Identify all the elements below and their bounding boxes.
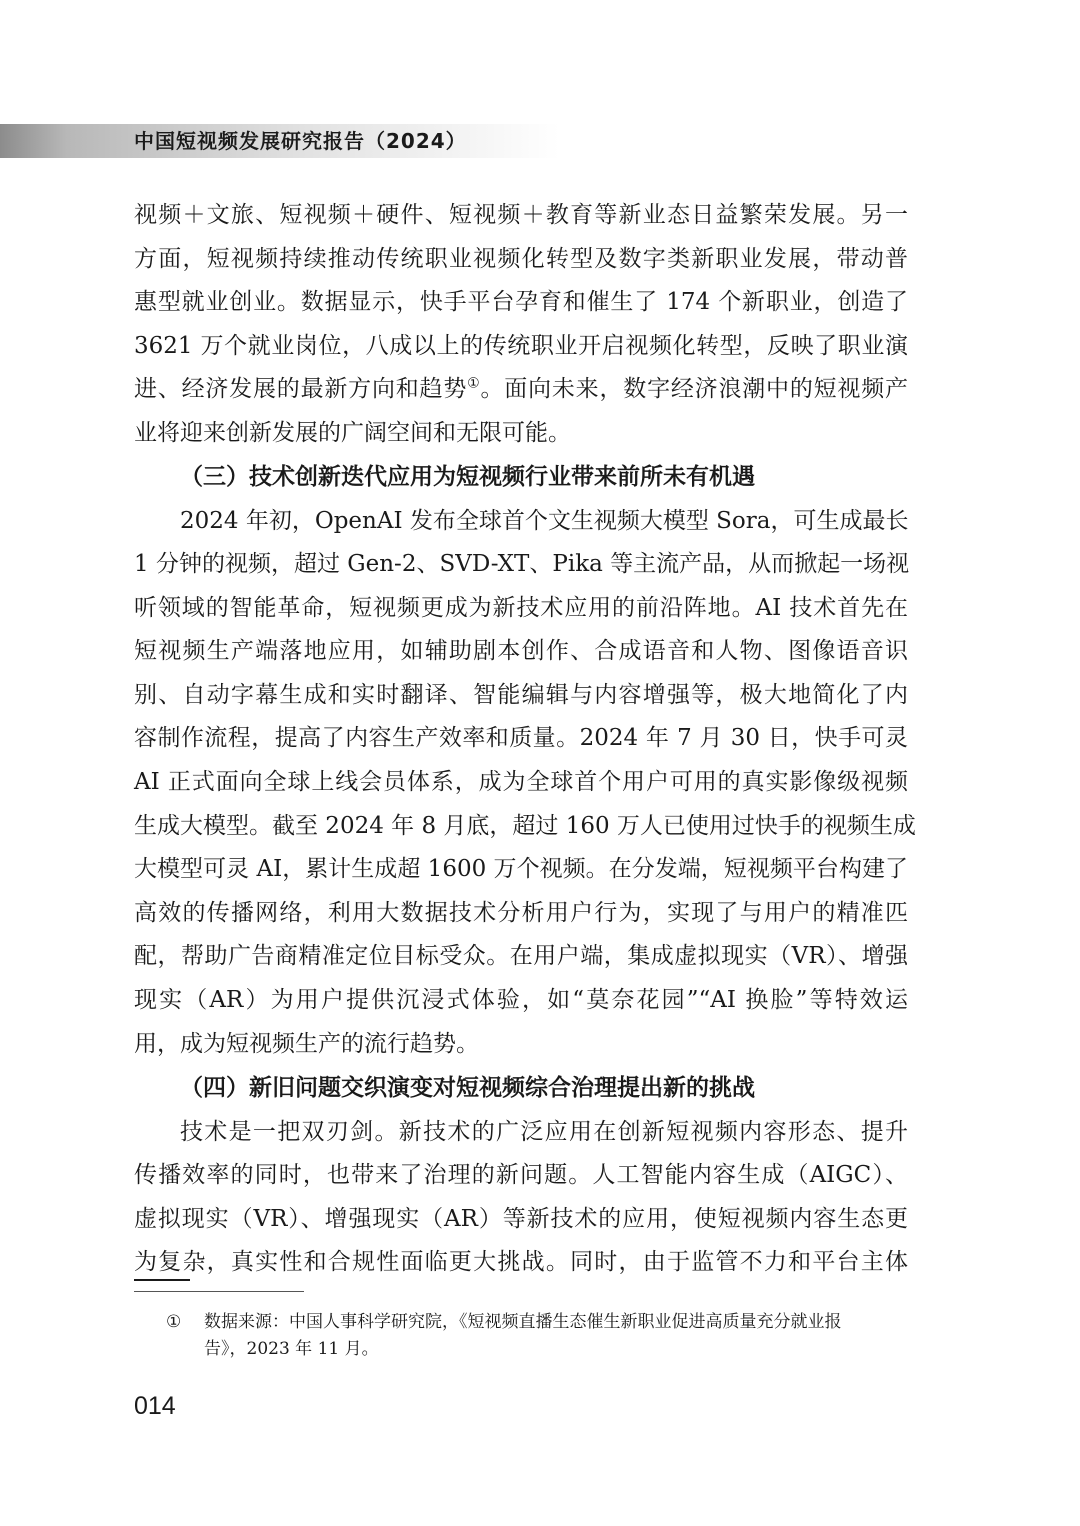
running-header-title: 中国短视频发展研究报告（2024） [134, 129, 467, 153]
body-line: 现实（AR）为用户提供沉浸式体验，如“莫奈花园”“AI 换脸”等特效运 [134, 987, 908, 1013]
body-line: 虚拟现实（VR）、增强现实（AR）等新技术的应用，使短视频内容生态更 [134, 1206, 908, 1232]
body-line: 方面，短视频持续推动传统职业视频化转型及数字类新职业发展，带动普 [134, 246, 908, 272]
body-line: 别、自动字幕生成和实时翻译、智能编辑与内容增强等，极大地简化了内 [134, 682, 908, 708]
body-line: 生成大模型。截至 2024 年 8 月底，超过 160 万人已使用过快手的视频生成 [134, 813, 916, 839]
body-line: 2024 年初，OpenAI 发布全球首个文生视频大模型 Sora，可生成最长 [180, 508, 909, 534]
body-line: 为复杂，真实性和合规性面临更大挑战。同时，由于监管不力和平台主体 [134, 1249, 908, 1275]
body-line: 3621 万个就业岗位，八成以上的传统职业开启视频化转型，反映了职业演 [134, 333, 908, 359]
body-line-with-footnote [134, 373, 908, 405]
body-line: 视频＋文旅、短视频＋硬件、短视频＋教育等新业态日益繁荣发展。另一 [134, 202, 908, 228]
text-underline [134, 1279, 190, 1281]
section-heading-3: （三）技术创新迭代应用为短视频行业带来前所未有机遇 [180, 463, 755, 490]
footnote-number: ① [166, 1312, 182, 1332]
section-heading-4: （四）新旧问题交织演变对短视频综合治理提出新的挑战 [180, 1074, 755, 1101]
body-line: 技术是一把双刃剑。新技术的广泛应用在创新短视频内容形态、提升 [180, 1119, 908, 1145]
body-line: 惠型就业创业。数据显示，快手平台孕育和催生了 174 个新职业，创造了 [134, 289, 908, 315]
body-line: 用，成为短视频生产的流行趋势。 [134, 1031, 479, 1057]
body-line: 高效的传播网络，利用大数据技术分析用户行为，实现了与用户的精准匹 [134, 900, 908, 926]
footnote-line: 告》，2023 年 11 月。 [204, 1339, 379, 1359]
body-line: 容制作流程，提高了内容生产效率和质量。2024 年 7 月 30 日，快手可灵 [134, 725, 908, 751]
body-line: 传播效率的同时，也带来了治理的新问题。人工智能内容生成（AIGC）、 [134, 1162, 908, 1188]
body-line: 大模型可灵 AI，累计生成超 1600 万个视频。在分发端，短视频平台构建了 [134, 856, 908, 882]
footnote-rule [134, 1291, 304, 1292]
body-line: 配，帮助广告商精准定位目标受众。在用户端，集成虚拟现实（VR）、增强 [134, 943, 908, 969]
body-line: 短视频生产端落地应用，如辅助剧本创作、合成语音和人物、图像语音识 [134, 638, 908, 664]
body-text: 。面向未来，数字经济浪潮中的短视频产 [480, 376, 909, 402]
body-line: 听领域的智能革命，短视频更成为新技术应用的前沿阵地。AI 技术首先在 [134, 595, 908, 621]
footnote-line: 数据来源：中国人事科学研究院，《短视频直播生态催生新职业促进高质量充分就业报 [204, 1312, 842, 1332]
body-text: 进、经济发展的最新方向和趋势 [134, 376, 468, 402]
body-line: 业将迎来创新发展的广阔空间和无限可能。 [134, 420, 571, 446]
footnote-reference: ① [467, 375, 481, 392]
page-number: 014 [134, 1392, 176, 1420]
body-line: AI 正式面向全球上线会员体系，成为全球首个用户可用的真实影像级视频 [134, 769, 908, 795]
body-line: 1 分钟的视频，超过 Gen-2、SVD-XT、Pika 等主流产品，从而掀起一场视 [134, 551, 910, 577]
